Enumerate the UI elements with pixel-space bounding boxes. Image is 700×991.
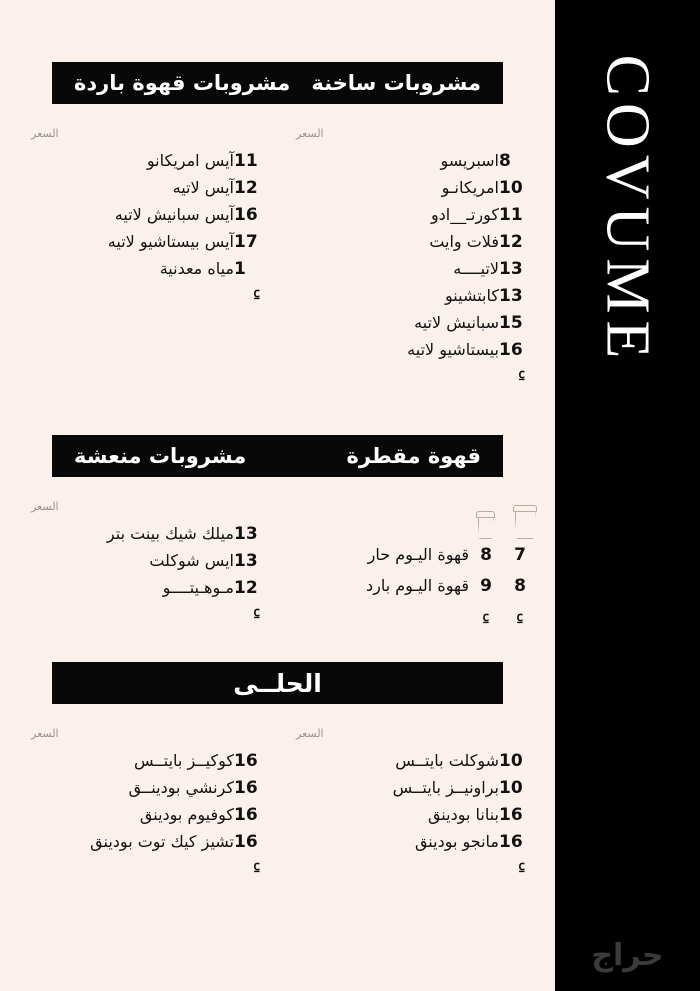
item-price: 1: [234, 259, 246, 279]
item-price: 11: [234, 151, 258, 171]
menu-row: [296, 778, 525, 805]
item-price-large: 8: [480, 545, 492, 565]
menu-row: [296, 751, 525, 778]
menu-row: [31, 151, 260, 178]
item-name: قهوة اليـوم حار: [367, 545, 469, 564]
item-price: 16: [499, 340, 523, 360]
cup-lid: [476, 511, 495, 518]
haraj-watermark: حراج: [591, 938, 664, 973]
item-price-large: 9: [480, 576, 492, 596]
desserts-column-left: [1, 728, 278, 873]
dessert-columns: [0, 728, 555, 873]
item-price: 13: [499, 259, 523, 279]
item-price: 10: [499, 751, 523, 771]
item-price: 13: [234, 551, 258, 571]
item-name: آيس لاتيه: [172, 178, 234, 197]
spacer: [308, 607, 469, 623]
price-label-desserts-left: السعر: [31, 727, 59, 740]
menu-row: [31, 751, 260, 778]
item-name: كوكيــز بايتــس: [134, 751, 234, 770]
currency-symbol: ⃀: [518, 859, 525, 874]
section-title-hot-drinks: مشروبات ساخنة: [311, 70, 481, 95]
item-name: مـوهـيتــــو: [162, 578, 234, 597]
item-price: 17: [234, 232, 258, 252]
brand-name: COVUME: [593, 54, 662, 366]
menu-row: [31, 832, 260, 859]
menu-row: [296, 151, 525, 178]
price-label-hot: السعر: [296, 127, 324, 140]
item-name: آيس امريكانو: [146, 151, 234, 170]
menu-row: [31, 259, 260, 286]
item-price: 15: [499, 313, 523, 333]
cup-lid: [513, 505, 537, 512]
item-price: 16: [234, 832, 258, 852]
menu-row: [31, 524, 260, 551]
item-price: 16: [234, 205, 258, 225]
menu-row: [31, 205, 260, 232]
menu-row: [296, 205, 525, 232]
item-price-small: 7: [514, 545, 526, 565]
refreshing-drinks-list: [31, 524, 260, 619]
section-title-drip-coffee: قهوة مقطرة: [346, 443, 481, 468]
brand-logo-wrap: [555, 0, 700, 420]
menu-row: [296, 232, 525, 259]
section-hot-and-cold-drinks: [0, 62, 555, 381]
currency-row: [31, 859, 260, 873]
currency-symbol: ⃀: [518, 367, 525, 382]
section-drip-and-refreshing: [0, 435, 555, 623]
item-price: 8: [499, 151, 511, 171]
menu-row: [296, 832, 525, 859]
desserts-column-right: [278, 728, 555, 873]
item-name: فلات وايت: [429, 232, 499, 251]
cold-coffee-column: [1, 128, 278, 381]
price-label-cold: السعر: [31, 127, 59, 140]
item-name: براونيــز بايتــس: [392, 778, 499, 797]
item-name: سبانيش لاتيه: [414, 313, 499, 332]
item-price-small: 8: [514, 576, 526, 596]
currency-symbol: ⃀: [516, 610, 524, 625]
currency-row: [308, 607, 537, 623]
menu-row: [31, 578, 260, 605]
item-name: كابتشينو: [445, 286, 499, 305]
item-price: 16: [499, 832, 523, 852]
section-desserts: [0, 662, 555, 873]
menu-row: [31, 778, 260, 805]
item-name: آيس بيستاشيو لاتيه: [107, 232, 234, 251]
item-price: 12: [499, 232, 523, 252]
item-name: آيس سبانيش لاتيه: [114, 205, 234, 224]
menu-row: [308, 576, 537, 607]
item-price: 16: [234, 805, 258, 825]
spacer: [31, 859, 254, 873]
cup-size-icons: [318, 501, 537, 539]
item-name: كرنشي بودينــق: [128, 778, 234, 797]
currency-row: [296, 367, 525, 381]
drip-coffee-column: [278, 501, 555, 623]
item-price: 12: [234, 178, 258, 198]
desserts-list-right: [296, 751, 525, 873]
item-price: 16: [234, 751, 258, 771]
menu-row: [31, 232, 260, 259]
hot-drinks-column: [278, 128, 555, 381]
item-price: 13: [234, 524, 258, 544]
menu-row: [296, 340, 525, 367]
brand-sidebar: [555, 0, 700, 991]
cold-coffee-list: [31, 151, 260, 300]
menu-row: [296, 178, 525, 205]
item-price: 16: [499, 805, 523, 825]
hot-drinks-list: [296, 151, 525, 381]
menu-row: [296, 286, 525, 313]
section-title-desserts: الحلــى: [233, 668, 322, 698]
item-name: اسبريسو: [440, 151, 499, 170]
coffee-cup-small-icon: [476, 511, 495, 539]
currency-symbol: ⃀: [253, 859, 260, 874]
item-price: 10: [499, 178, 523, 198]
item-name: بنانا بودينق: [427, 805, 499, 824]
item-name: شوكلت بايتــس: [395, 751, 499, 770]
menu-row: [31, 805, 260, 832]
spacer: [31, 605, 254, 619]
cup-body: [478, 518, 494, 539]
currency-symbol: ⃀: [482, 610, 490, 625]
currency-row: [296, 859, 525, 873]
hot-cold-columns: [0, 128, 555, 381]
currency-symbol: ⃀: [253, 605, 260, 620]
spacer: [31, 286, 254, 300]
currency-symbol: ⃀: [253, 286, 260, 301]
section-header-bar-hot-cold: [52, 62, 503, 104]
item-name: قهوة اليـوم بارد: [365, 576, 469, 595]
section-header-bar-drip-refresh: [52, 435, 503, 477]
section-title-refreshing-drinks: مشروبات منعشة: [74, 443, 247, 468]
item-name: بيستاشيو لاتيه: [407, 340, 499, 359]
section-header-bar-desserts: [52, 662, 503, 704]
currency-row: [31, 286, 260, 300]
item-name: مياه معدنية: [159, 259, 234, 278]
item-price: 11: [499, 205, 523, 225]
spacer: [296, 859, 519, 873]
item-name: تشيز كيك توت بودينق: [90, 832, 234, 851]
item-name: ايس شوكلت: [149, 551, 234, 570]
cup-body: [515, 512, 536, 539]
desserts-list-left: [31, 751, 260, 873]
item-price: 13: [499, 286, 523, 306]
menu-row: [31, 178, 260, 205]
price-label-desserts-right: السعر: [296, 727, 324, 740]
item-name: لاتيــــه: [453, 259, 499, 278]
item-price: 16: [234, 778, 258, 798]
currency-row: [31, 605, 260, 619]
drip-coffee-list: [308, 545, 537, 623]
menu-row: [296, 805, 525, 832]
menu-row: [308, 545, 537, 576]
price-label-refreshing: السعر: [31, 500, 59, 513]
coffee-cup-large-icon: [513, 505, 537, 539]
menu-row: [31, 551, 260, 578]
section-title-cold-coffee-drinks: مشروبات قهوة باردة: [74, 70, 291, 95]
item-name: امريكانـو: [441, 178, 499, 197]
drip-refresh-columns: [0, 501, 555, 623]
item-name: مانجو بودينق: [414, 832, 499, 851]
item-name: ميلك شيك بينت بتر: [106, 524, 234, 543]
item-name: كورتـ__ادو: [430, 205, 499, 224]
spacer: [296, 367, 519, 381]
menu-row: [296, 259, 525, 286]
item-name: كوفيوم بودينق: [139, 805, 234, 824]
item-price: 12: [234, 578, 258, 598]
menu-row: [296, 313, 525, 340]
item-price: 10: [499, 778, 523, 798]
refreshing-drinks-column: [1, 501, 278, 623]
